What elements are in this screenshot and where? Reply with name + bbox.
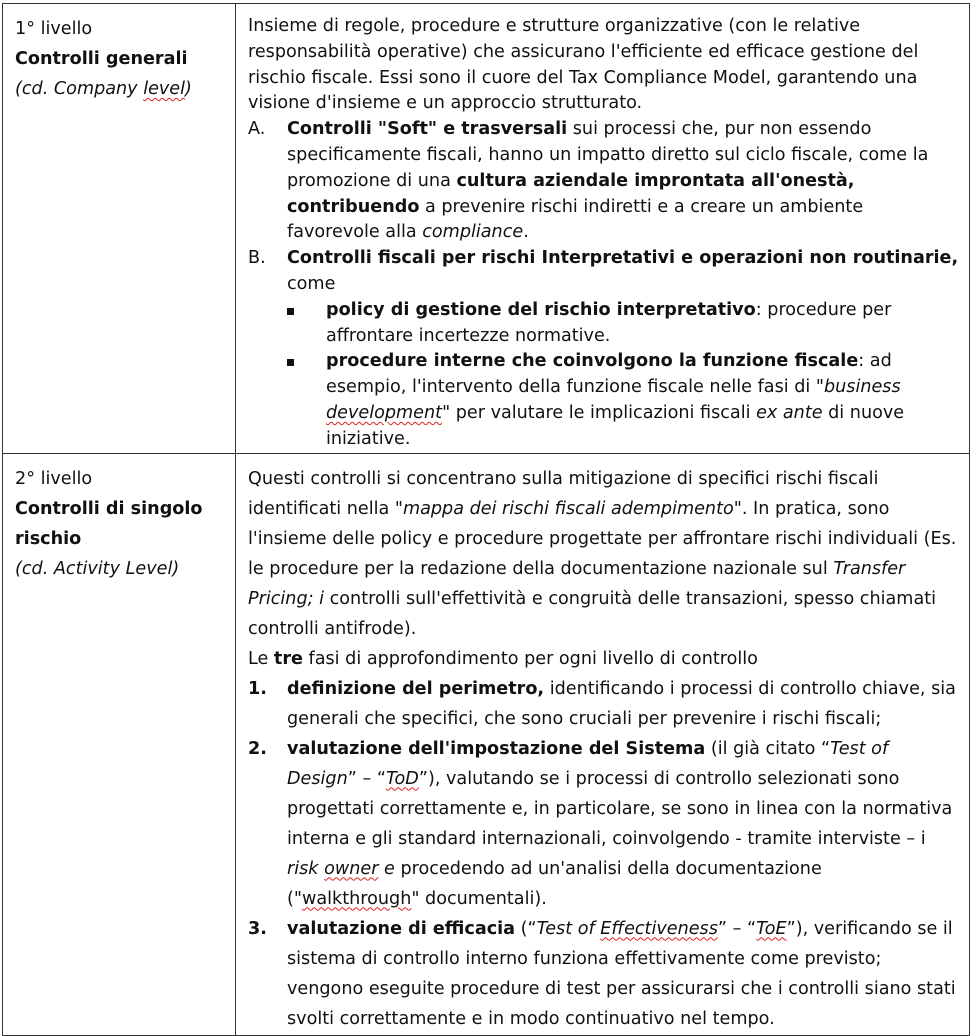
level-cell <box>3 4 236 454</box>
level-subtitle: (cd. Company level) <box>15 79 192 99</box>
list-marker: 2. <box>248 738 267 759</box>
list-item: B. Controlli fiscali per rischi Interpretativi e operazioni non routinarie, come policy di gestione del rischio interpretativo: procedure per affrontare incertezze normative. procedure interne che coinvolgono la funzione fiscale: ad esempio, l'intervento della funzione fiscale nelle fasi di "business development" per valutare le implicazioni fiscali ex ante di nuove iniziative. <box>248 246 959 452</box>
square-bullet-icon <box>287 359 294 366</box>
phases-heading: Le tre fasi di approfondimento per ogni livello di controllo <box>248 648 758 669</box>
description-cell <box>236 453 970 1035</box>
list-marker: 1. <box>248 678 267 699</box>
list-marker: A. <box>248 119 266 140</box>
list-item: 1. definizione del perimetro, identificando i processi di controllo chiave, sia generali che specifici, che sono cruciali per prevenire i rischi fiscali; <box>248 674 959 734</box>
list-marker: B. <box>248 248 266 269</box>
list-item: A. Controlli "Soft" e trasversali sui processi che, pur non essendo specificamente fiscali, hanno un impatto diretto sul ciclo fiscale, come la promozione di una cultura aziendale improntata all'onestà, contribuendo a prevenire rischi indiretti e a creare un ambiente favorevole alla compliance. <box>248 119 929 243</box>
phase-list <box>248 674 959 1034</box>
level-cell <box>3 453 236 1035</box>
description-intro: Questi controlli si concentrano sulla mitigazione di specifici rischi fiscali identificati nella "mappa dei rischi fiscali adempimento". In pratica, sono l'insieme delle policy e procedure progettate per affrontare rischi individuali (Es. le procedure per la redazione della documentazione nazionale sul Transfer Pricing; i controlli sull'effettività e congruità delle transazioni, spesso chiamati controlli antifrode). <box>248 468 957 639</box>
table-row <box>3 4 970 454</box>
square-bullet-icon <box>287 308 294 315</box>
description-intro: Insieme di regole, procedure e strutture organizzative (con le relative responsabilità operative) che assicurano l'efficiente ed efficace gestione del rischio fiscale. Essi sono il cuore del Tax Compliance Model, garantendo una visione d'insieme e un approccio strutturato. <box>248 16 919 114</box>
level-subtitle: (cd. Activity Level) <box>15 558 180 579</box>
sub-list <box>287 298 959 453</box>
level-label: 2° livello <box>15 468 93 489</box>
table-row <box>3 453 970 1035</box>
bullet-item: procedure interne che coinvolgono la funzione fiscale: ad esempio, l'intervento della funzione fiscale nelle fasi di "business development" per valutare le implicazioni fiscali ex ante di nuove iniziative. <box>287 349 959 452</box>
level-label: 1° livello <box>15 19 93 39</box>
description-cell <box>236 4 970 454</box>
list-item: 3. valutazione di efficacia (“Test of Effectiveness” – “ToE”), verificando se il sistema di controllo interno funziona effettivamente come previsto; vengono eseguite procedure di test per assicurarsi che i controlli siano stati svolti correttamente e in modo continuativo nel tempo. <box>248 914 959 1034</box>
control-list <box>248 117 959 452</box>
controls-table <box>2 3 970 1036</box>
level-title: Controlli di singolo rischio <box>15 498 203 549</box>
list-item: 2. valutazione dell'impostazione del Sistema (il già citato “Test of Design” – “ToD”), valutando se i processi di controllo selezionati sono progettati correttamente e, in particolare, se sono in linea con la normativa interna e gli standard internazionali, coinvolgendo - tramite interviste – i risk owner e procedendo ad un'analisi della documentazione ("walkthrough" documentali). <box>248 734 959 914</box>
list-marker: 3. <box>248 918 267 939</box>
bullet-item: policy di gestione del rischio interpretativo: procedure per affrontare incertezze normative. <box>287 298 959 350</box>
level-title: Controlli generali <box>15 49 188 69</box>
